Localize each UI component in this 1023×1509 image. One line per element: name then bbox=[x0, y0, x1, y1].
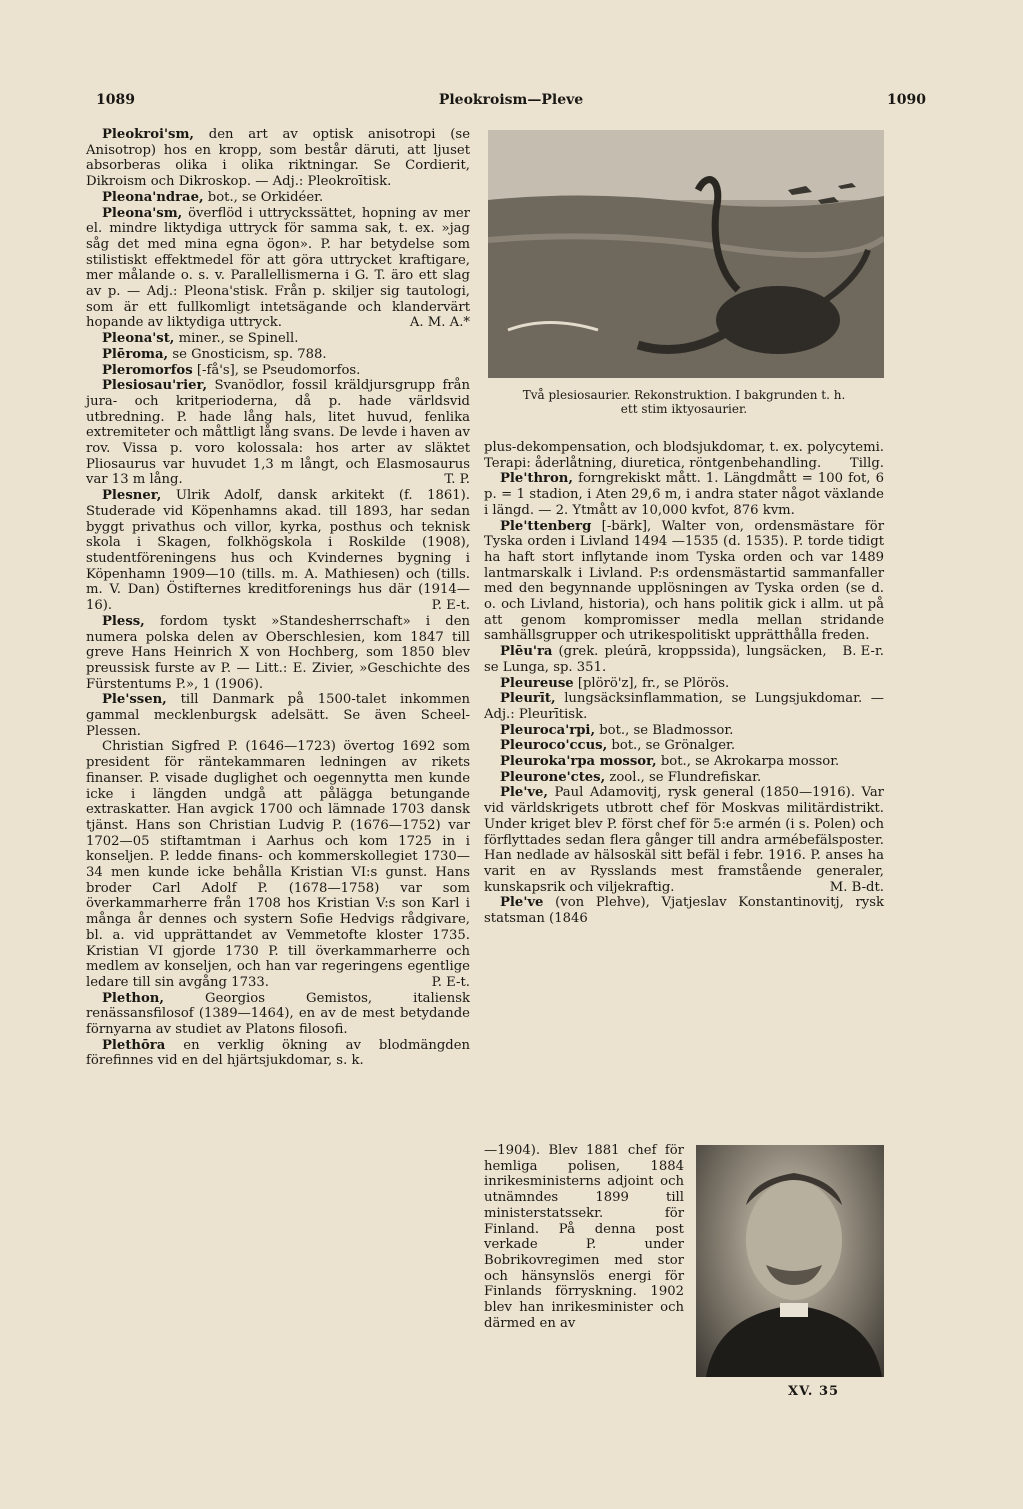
entry bbox=[86, 190, 470, 206]
headword: Pleuroca'rpi, bbox=[500, 722, 596, 738]
entry-text: (von Plehve), Vjatjeslav Konstantinovitj, rysk statsman (1846 bbox=[484, 895, 884, 927]
author-signature: M. B-dt. bbox=[829, 879, 884, 895]
headword: Pleona'st, bbox=[102, 331, 175, 347]
entry-text: Paul Adamovitj, rysk general (1850—1916). Var vid världskrigets utbrott chef för Moskvas militärdistrikt. Under kriget blev P. först chef för 5:e armén (i s. Polen) och förflyttades sedan flera gånger till andra armébefälsposter. Han nedlade av hälsoskäl sitt befäl i febr. 1916. P. anses ha varit en av Rysslands mest framstående generaler, kunskapsrik och viljekraftig. bbox=[484, 785, 884, 895]
entry-text: en verklig ökning av blodmängden förefinnes vid en del hjärtsjukdomar, s. k. bbox=[86, 1037, 470, 1069]
entry-text: bot., se Orkidéer. bbox=[203, 189, 324, 205]
entry-text: den art av optisk anisotropi (se Anisotrop) hos en kropp, som består däruti, att ljuset absorberas olika i olika riktningar. Se Cordierit, Dikroism och Dikroskop. — Adj.: Pleokroītisk. bbox=[86, 127, 470, 190]
author-signature: A. M. A.* bbox=[409, 315, 470, 331]
entry-text: lungsäcksinflammation, se Lungsjukdomar. — Adj.: Pleurītisk. bbox=[484, 691, 884, 722]
entry bbox=[484, 723, 884, 739]
headword: Ple'ttenberg bbox=[500, 518, 592, 534]
headword: Plēroma, bbox=[102, 346, 169, 362]
entry bbox=[484, 785, 884, 895]
entry bbox=[86, 614, 470, 693]
headword: Pleurīt, bbox=[500, 691, 556, 707]
entry bbox=[484, 676, 884, 692]
entry-text: miner., se Spinell. bbox=[174, 331, 299, 347]
entry bbox=[484, 644, 884, 675]
portrait-drawing bbox=[696, 1145, 884, 1377]
headword: Pleuroco'ccus, bbox=[500, 738, 608, 754]
headword: Pleuroka'rpa mossor, bbox=[500, 754, 657, 770]
headword: Ple've bbox=[500, 895, 544, 911]
plesiosaur-illustration bbox=[488, 130, 884, 378]
entry-text: [-få's], se Pseudomorfos. bbox=[192, 362, 361, 378]
entry bbox=[484, 738, 884, 754]
entry bbox=[86, 1038, 470, 1069]
author-signature: Tillg. bbox=[849, 455, 884, 471]
entry bbox=[484, 471, 884, 518]
entry-text: zool., se Flundrefiskar. bbox=[605, 769, 762, 785]
entry-text: bot., se Akrokarpa mossor. bbox=[656, 754, 840, 770]
entry-text: bot., se Grönalger. bbox=[607, 738, 736, 754]
entry bbox=[484, 440, 884, 471]
headword: Plethōra bbox=[102, 1037, 166, 1053]
entry-text: plus-dekompensation, och blodsjukdomar, t. ex. polycytemi. Terapi: åderlåtning, diuretica, röntgenbehandling. bbox=[484, 440, 884, 471]
entry-text: (grek. pleúrā, kroppssida), lungsäcken, se Lunga, sp. 351. bbox=[484, 644, 827, 675]
headword: Pleokroi'sm, bbox=[102, 127, 195, 142]
entry bbox=[86, 991, 470, 1038]
headword: Pless, bbox=[102, 613, 145, 629]
entry bbox=[86, 378, 470, 488]
author-signature: T. P. bbox=[444, 472, 470, 488]
headword: Pleona'sm, bbox=[102, 205, 183, 221]
entry bbox=[86, 347, 470, 363]
entry bbox=[86, 363, 470, 379]
right-column bbox=[484, 440, 884, 927]
signature-mark: XV. 35 bbox=[788, 1384, 840, 1399]
entry-text: bot., se Bladmossor. bbox=[595, 722, 734, 738]
headword: Ple'thron, bbox=[500, 471, 573, 487]
entry-text: fordom tyskt »Standesherrschaft» i den numera polska delen av Oberschlesien, kom 1847 till greve Hans Heinrich X von Hochberg, som 1850 blev preussisk furste av P. — Litt.: E. Zivier, »Geschichte des Fürstentums P.», 1 (1906). bbox=[86, 613, 470, 692]
entry-text: till Danmark på 1500-talet inkommen gammal mecklenburgsk adelsätt. Se även Scheel-Plessen. bbox=[86, 692, 470, 739]
right-column-narrow bbox=[484, 1143, 684, 1331]
headword: Plesiosau'rier, bbox=[102, 378, 208, 394]
figure-caption bbox=[484, 388, 884, 416]
entry bbox=[86, 692, 470, 739]
entry-text: [-bärk], Walter von, ordensmästare för Tyska orden i Livland 1494 —1535 (d. 1535). P. torde tidigt ha haft stort inflytande inom Tyska orden och var 1489 lantmarskalk i Livland. P:s ordensmästartid sammanfaller med den begynnande upplösningen av Tyska orden (se d. o. och Livland, historia), och hans politik gick i allm. ut på att genom kompromisser medla mellan stridande samhällsgrupper och utrikespolitiskt upprätthålla freden. bbox=[484, 518, 884, 644]
entry bbox=[86, 488, 470, 614]
narrow-text: —1904). Blev 1881 chef för hemliga polisen, 1884 inrikesministerns adjoint och utnämndes 1899 till ministerstatssekr. för Finland. På denna post verkade P. under Bobrikovregimen med stor och hänsynslös energi för Finlands förryskning. 1902 blev han inrikesminister och därmed en av bbox=[484, 1143, 684, 1331]
caption-line-2: ett stim iktyosaurier. bbox=[620, 402, 748, 416]
entry-text: Ulrik Adolf, dansk arkitekt (f. 1861). Studerade vid Köpenhamns akad. till 1893, har sedan byggt privathus och villor, kyrka, posthus och teknisk skola i Skagen, folkhögskola i Roskilde (1908), studentföreningens hus och Kvindernes bygning i Köpenhamn 1909—10 (tills. m. A. Mathiesen) och (tills. m. V. Dan) Östifternes kreditforenings hus där (1914—16). bbox=[86, 488, 470, 614]
entry-text: Christian Sigfred P. (1646—1723) övertog 1692 som president för räntekammaren ledningen av rikets finanser. P. visade duglighet och oegennytta men kunde icke i längden undgå att pålägga betungande extraskatter. Han avgick 1700 och lämnade 1703 dansk tjänst. Hans son Christian Ludvig P. (1676—1752) var 1702—05 stiftamtman i Aarhus och kom 1725 in i konseljen. P. ledde finans- och kommerskollegiet 1730—34 men kunde icke behålla Kristian VI:s gunst. Hans broder Carl Adolf P. (1678—1758) var som överkammarherre från 1708 hos Kristian V:s son Karl i många år dennes och systern Sofie Hedvigs rådgivare, bl. a. vid upprättandet av Vemmetofte kloster 1735. Kristian VI gjorde 1730 P. till överkammarherre och medlem av konseljen, och han var regeringens egentlige ledare till sin avgång 1733. bbox=[86, 739, 470, 990]
headword: Plethon, bbox=[102, 990, 164, 1006]
page-header bbox=[96, 92, 926, 122]
entry bbox=[484, 770, 884, 786]
entry-text: överflöd i uttryckssättet, hopning av mer el. mindre liktydiga uttryck för samma sak, t. ex. »jag såg det med mina egna ögon». P. har betydelse som stilistiskt effektmedel för att göra uttrycket kraftigare, mer målande o. s. v. Parallellismerna i G. T. äro ett slag av p. — Adj.: Pleona'stisk. Från p. skiljer sig tautologi, som är ett fullkomligt intetsägande och klandervärt hopande av liktydiga uttryck. bbox=[86, 205, 470, 331]
headword: Pleromorfos bbox=[102, 362, 193, 378]
running-title: Pleokroism—Pleve bbox=[438, 92, 584, 108]
headword: Plesner, bbox=[102, 488, 162, 504]
caption-line-1: Två plesiosaurier. Rekonstruktion. I bakgrunden t. h. bbox=[522, 388, 846, 402]
headword: Pleureuse bbox=[500, 675, 574, 691]
headword: Plēu'ra bbox=[500, 644, 553, 660]
entry-text: Svanödlor, fossil kräldjursgrupp från jura- och kritperioderna, då p. hade världsvid utbredning. P. hade lång hals, litet huvud, fenlika extremiteter och måttligt lång svans. De levde i haven av rov. Vissa p. voro kolossala: hos arter av släktet Pliosaurus var huvudet 1,3 m långt, och Elasmosaurus var 13 m lång. bbox=[86, 378, 470, 488]
headword: Pleona'ndrae, bbox=[102, 189, 204, 205]
entry-text: [plörö'z], fr., se Plörös. bbox=[573, 675, 730, 691]
entry bbox=[484, 895, 884, 926]
page-number-left: 1089 bbox=[96, 92, 135, 108]
entry bbox=[484, 754, 884, 770]
headword: Ple'ssen, bbox=[102, 692, 167, 708]
headword: Pleurone'ctes, bbox=[500, 769, 606, 785]
entry bbox=[86, 206, 470, 332]
entry bbox=[86, 739, 470, 990]
entry bbox=[484, 691, 884, 722]
author-signature: B. E-r. bbox=[842, 644, 884, 660]
author-signature: P. E-t. bbox=[431, 974, 470, 990]
entry bbox=[86, 127, 470, 190]
entry-text: Georgios Gemistos, italiensk renässansfilosof (1389—1464), en av de mest betydande förnyarna av studiet av Platons filosofi. bbox=[86, 990, 470, 1038]
portrait-photo bbox=[696, 1145, 884, 1377]
author-signature: P. E-t. bbox=[431, 598, 470, 614]
page-number-right: 1090 bbox=[887, 92, 926, 108]
entry-text: se Gnosticism, sp. 788. bbox=[168, 346, 327, 362]
entry bbox=[86, 331, 470, 347]
plesiosaur-drawing bbox=[488, 130, 884, 378]
headword: Ple've, bbox=[500, 785, 548, 801]
left-column bbox=[86, 127, 470, 1069]
entry-text: forngrekiskt mått. 1. Längdmått = 100 fot, 6 p. = 1 stadion, i Aten 29,6 m, i andra stater något växlande i längd. — 2. Ytmått av 10,000 kvfot, 876 kvm. bbox=[484, 471, 884, 518]
